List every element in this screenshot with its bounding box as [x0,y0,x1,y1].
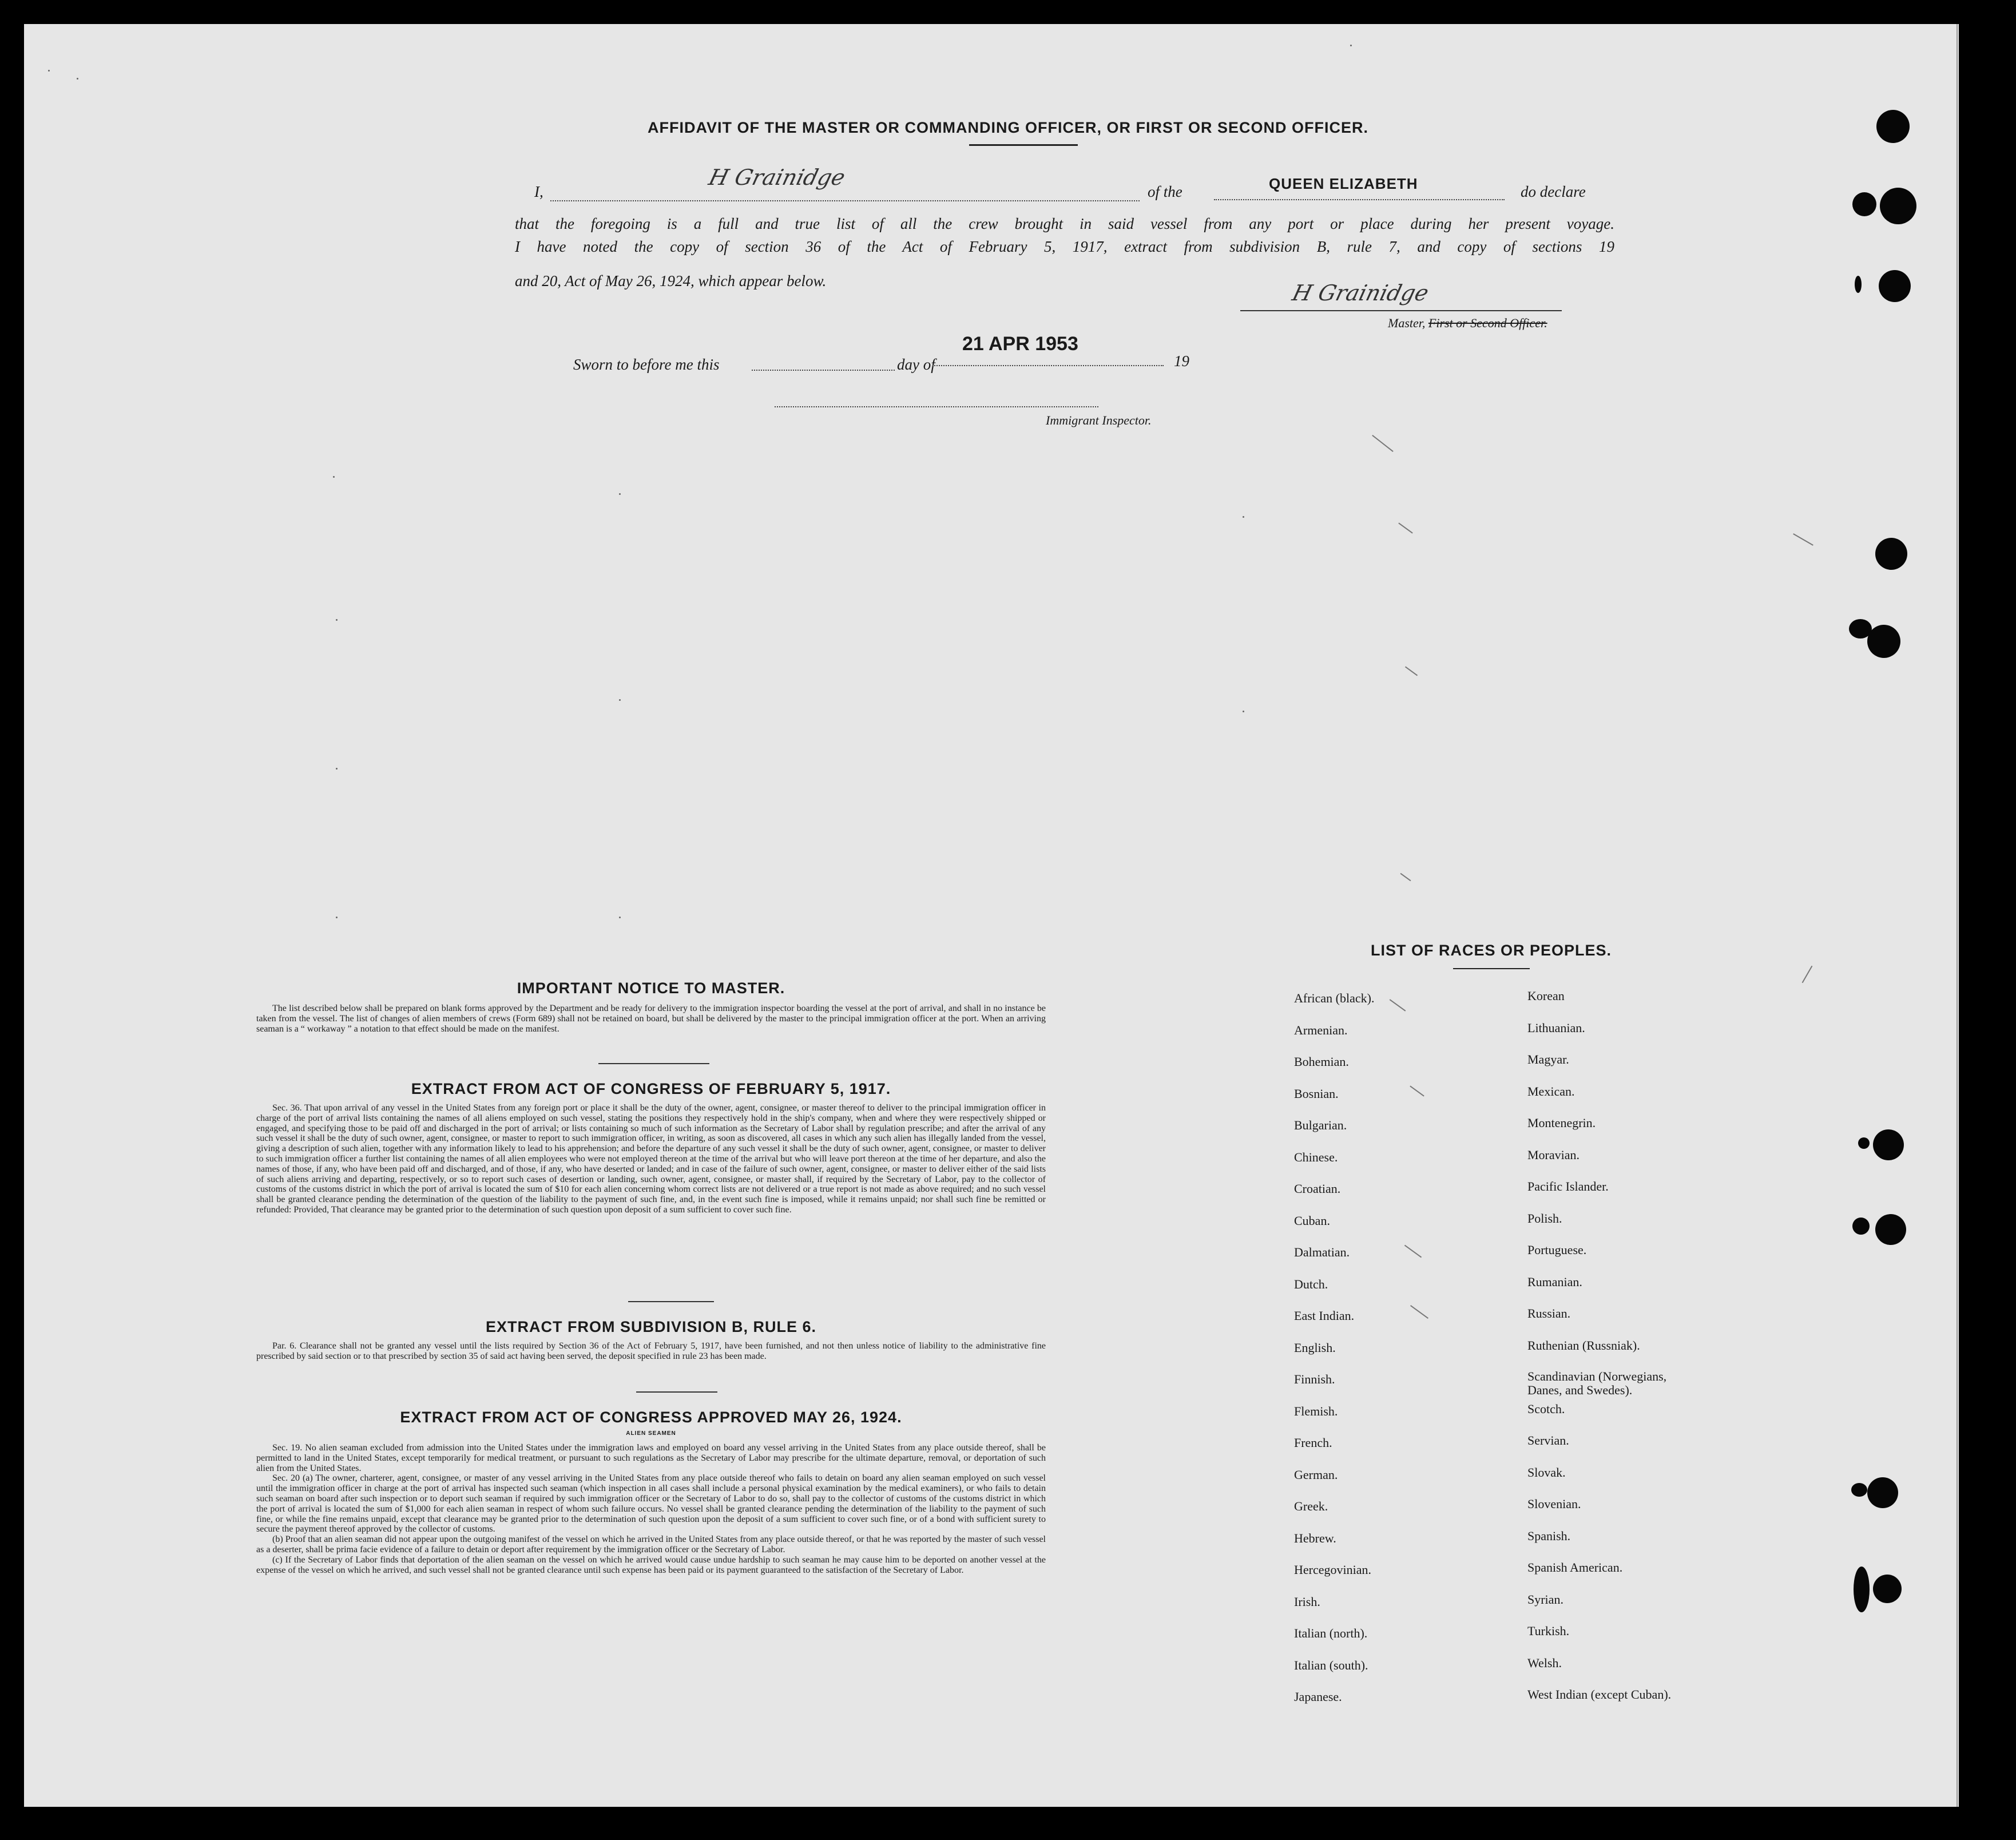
scan-dot [619,917,621,918]
race-item: Russian. [1527,1306,1571,1320]
race-item: Finnish. [1294,1372,1335,1386]
race-item: Turkish. [1527,1624,1570,1638]
race-item: Moravian. [1527,1147,1580,1162]
race-item: Lithuanian. [1527,1020,1585,1035]
section-rule [636,1391,717,1393]
punch-hole [1852,192,1876,216]
extract-1924-heading: EXTRACT FROM ACT OF CONGRESS APPROVED MAY 26, 1924. [400,1409,902,1426]
master-signature: H Grainidge [1289,280,1431,306]
races-right-column [1527,989,1699,1719]
vessel-line [1214,199,1505,200]
race-item: Croatian. [1294,1181,1341,1196]
races-heading: LIST OF RACES OR PEOPLES. [1371,942,1612,959]
race-item: Italian (north). [1294,1626,1368,1640]
punch-hole [1875,1214,1906,1245]
race-item: Portuguese. [1527,1243,1587,1257]
master-title [1388,316,1547,331]
race-item: Magyar. [1527,1052,1569,1066]
scan-dot [619,493,621,495]
affidavit-line-3: I have noted the copy of section 36 of the Act of February 5, 1917, extract from subdivision B, rule 7, and copy of sections 19 [515,238,1614,255]
sworn-day-line [752,370,895,371]
races-left-column [1294,991,1374,1722]
race-item: Flemish. [1294,1403,1338,1418]
race-item: Chinese. [1294,1149,1338,1164]
scan-dot [1243,516,1244,518]
race-item: Hebrew. [1294,1530,1336,1545]
race-item: Mexican. [1527,1084,1575,1099]
notice-text [256,1004,1046,1034]
sworn-month-line [932,365,1164,366]
scan-mark [1400,873,1411,882]
master-label: Master, [1388,316,1426,330]
race-item: Slovak. [1527,1465,1566,1480]
heading-rule [1453,968,1530,969]
punch-hole [1867,1477,1898,1508]
race-item: German. [1294,1467,1338,1482]
race-item: Ruthenian (Russniak). [1527,1338,1640,1353]
race-item: French. [1294,1435,1332,1450]
section-36-paragraph: Sec. 36. That upon arrival of any vessel in the United States from any foreign port or place it shall be the duty of the owner, agent, consignee, or master thereof to deliver to the principal immigration officer in charge of the port of arrival lists containing the names of all aliens employed on such vessel, stating the positions they respectively hold in the ship's company, when and where they were respectively shipped or engaged, and specifying those to be paid off and discharged in the port of arrival; or lists containing so much of such information as the Secretary of Labor shall by regulation prescribe; and after the arrival of any such vessel it shall be the duty of such owner, agent, consignee, or master to report to such immigration officer, in writing, as soon as discovered, all cases in which any such alien has illegally landed from the vessel, giving a description of such alien, together with any information likely to lead to his apprehension; and before the departure of any such vessel it shall be the duty of such owner, agent, consignee, or master to deliver to such immigration officer a further list containing the names of all alien employees who were not employed thereon at the time of the arrival but who will leave port thereon at the time of her departure, and also the names of those, if any, who have been paid off and discharged, and of those, if any, who have deserted or landed; and in case of the failure of such owner, agent, consignee, or master to deliver either of the said lists of such aliens arriving and departing, respectively, or so to report such cases of desertion or landing, such owner, agent, consignee, or master shall, if required by the Secretary of Labor, pay to the collector of customs of the customs district in which the port of arrival is located the sum of $10 for each alien concerning whom correct lists are not delivered or a true report is not made as above required; and no such vessel shall be granted clearance pending the determination of the question of the liability to the payment of such fine, and, in the event such fine is imposed, while it remains unpaid; nor shall such fine be remitted or refunded: Provided, That clearance may be granted prior to the determination of such question upon deposit of a sum sufficient to cover such fine. [256,1103,1046,1215]
race-item: Greek. [1294,1499,1328,1513]
scan-mark [1372,435,1393,452]
struck-officer-label: First or Second Officer. [1428,316,1547,330]
scan-dot [336,619,338,621]
punch-hole [1873,1575,1902,1603]
race-item: Servian. [1527,1433,1569,1448]
scan-mark [1410,1305,1428,1319]
section-20c-paragraph: (c) If the Secretary of Labor finds that deportation of the alien seaman on the vessel on which he arrived would cause undue hardship to such seaman he may cause him to be deported on another vessel at the expense of the vessel on which he arrived, and such vessel shall not be granted clearance until such expense has been paid or its payment guaranteed to the satisfaction of the Secretary of Labor. [256,1555,1046,1575]
race-item: Welsh. [1527,1655,1562,1670]
declarant-prefix: I, [534,183,543,200]
punch-hole [1867,625,1900,658]
punch-hole [1873,1129,1904,1160]
punch-hole [1875,538,1907,570]
scan-mark [1404,1245,1422,1258]
punch-hole [1854,1567,1870,1612]
race-item: Italian (south). [1294,1657,1368,1672]
scan-dot [48,70,50,72]
race-item: Bosnian. [1294,1086,1339,1101]
scan-dot [1243,711,1244,712]
punch-hole [1858,1137,1870,1149]
notice-heading: IMPORTANT NOTICE TO MASTER. [517,980,785,997]
affidavit-line-4: and 20, Act of May 26, 1924, which appear below. [515,272,827,290]
race-item: Polish. [1527,1211,1562,1226]
scan-mark [1390,999,1406,1012]
day-of-label: day of [897,356,935,373]
punch-hole [1880,188,1916,224]
inspector-label: Immigrant Inspector. [1046,413,1152,427]
race-item: Dutch. [1294,1276,1328,1291]
race-item: Pacific Islander. [1527,1179,1609,1193]
year-prefix: 19 [1174,352,1189,370]
punch-hole [1851,1483,1867,1497]
section-rule [628,1301,714,1302]
affidavit-line-2: that the foregoing is a full and true list of all the crew brought in said vessel from any port or place during her present voyage. [515,215,1614,232]
punch-hole [1855,276,1862,293]
scan-dot [336,768,338,770]
race-item: Armenian. [1294,1022,1348,1037]
notice-paragraph: The list described below shall be prepared on blank forms approved by the Department and be ready for delivery to the immigration inspector boarding the vessel at the port of arrival, and shall in no instance be taken from the vessel. The list of changes of alien members of crews (Form 689) shall not be retained on board, but shall be delivered by the master to the principal immigration officer at the port. When an arriving seaman is a “ workaway ” a notation to that effect should be made on the manifest. [256,1004,1046,1034]
inspector-line [775,406,1098,407]
heading-rule [969,144,1078,146]
punch-hole [1879,270,1911,302]
extract-1917-heading: EXTRACT FROM ACT OF CONGRESS OF FEBRUARY 5, 1917. [411,1080,891,1097]
race-item: African (black). [1294,991,1375,1005]
race-item: Rumanian. [1527,1274,1582,1289]
affidavit-heading: AFFIDAVIT OF THE MASTER OR COMMANDING OFFICER, OR FIRST OR SECOND OFFICER. [648,119,1368,136]
alien-seamen-subheading: ALIEN SEAMEN [626,1430,676,1437]
race-item: Bohemian. [1294,1054,1349,1069]
race-item: Montenegrin. [1527,1116,1596,1130]
scan-mark [1793,533,1813,546]
scan-mark [1405,667,1418,676]
scan-dot [336,917,338,918]
stamp-date: 21 APR 1953 [962,333,1078,355]
scan-mark [1398,522,1412,533]
do-declare-label: do declare [1521,183,1586,200]
scan-mark [1802,966,1813,983]
section-20b-paragraph: (b) Proof that an alien seaman did not appear upon the outgoing manifest of the vessel on which he arrived in the United States from any place outside thereof, or that he was reported by the master of such vessel as a deserter, shall be prima facie evidence of a failure to detain or deport after requirement by the immigration officer or the Secretary of Labor. [256,1534,1046,1555]
page-edge [1957,24,1958,1807]
race-item: Bulgarian. [1294,1118,1347,1132]
master-signature-line [1240,310,1562,311]
section-20a-paragraph: Sec. 20 (a) The owner, charterer, agent, consignee, or master of any vessel arriving in the United States from any place outside thereof who fails to detain on board any alien seaman employed on such vessel until the immigration officer in charge at the port of arrival has inspected such seaman (which inspection in all cases shall include a personal physical examination by the medical examiners), or who fails to detain such seaman on board after such inspection or to deport such seaman if required by such immigration officer or the Secretary of Labor to do so, shall pay to the collector of customs of the customs district in which the port of arrival is located the sum of $1,000 for each alien seaman in respect of whom such failure occurs. No vessel shall be granted clearance pending the determination of the liability to the payment of such fine, or while the fine remains unpaid, except that clearance may be granted prior to the determination of such question upon the deposit of a sum sufficient to cover such fine, or of a bond with sufficient surety to secure the payment thereof approved by the collector of customs. [256,1473,1046,1534]
signature-line [550,200,1140,201]
race-item: Slovenian. [1527,1497,1581,1511]
race-item: Korean [1527,989,1565,1003]
vessel-name: QUEEN ELIZABETH [1269,175,1418,192]
extract-1917-text [256,1103,1046,1215]
race-item: East Indian. [1294,1308,1355,1323]
race-item: West Indian (except Cuban). [1527,1687,1672,1702]
section-19-paragraph: Sec. 19. No alien seaman excluded from admission into the United States under the immigration laws and employed on board any vessel arriving in the United States from any place outside thereof, shall be permitted to land in the United States, except temporarily for medical treatment, or pursuant to such regulations as the Secretary of Labor may prescribe for the ultimate departure, removal, or deportation of such alien from the United States. [256,1443,1046,1473]
scan-dot [333,476,335,478]
scan-dot [1350,45,1352,46]
punch-hole [1876,110,1910,143]
race-item: Scandinavian (Norwegians, Danes, and Swedes). [1527,1369,1667,1397]
punch-hole [1849,619,1872,639]
section-rule [598,1063,709,1064]
race-item: English. [1294,1340,1336,1355]
punch-hole [1852,1218,1870,1235]
race-item: Spanish American. [1527,1560,1623,1575]
scan-dot [77,78,78,80]
race-item: Hercegovinian. [1294,1563,1371,1577]
sworn-prefix: Sworn to before me this [573,356,720,373]
of-the-label: of the [1148,183,1182,200]
race-item: Irish. [1294,1594,1320,1609]
race-item: Japanese. [1294,1690,1342,1704]
rule-6-text [256,1341,1046,1362]
document-page [24,24,1959,1807]
race-item: Cuban. [1294,1213,1330,1228]
race-item: Syrian. [1527,1592,1563,1607]
race-item: Dalmatian. [1294,1245,1350,1259]
par-6-paragraph: Par. 6. Clearance shall not be granted any vessel until the lists required by Section 36 of the Act of February 5, 1917, have been furnished, and not then unless notice of liability to the administrative fine prescribed by said section or to that prescribed by section 35 of said act having been served, the deposit specified in rule 23 has been made. [256,1341,1046,1361]
scan-mark [1410,1085,1424,1096]
declarant-signature: H Grainidge [706,165,848,190]
extract-1924-text [256,1443,1046,1575]
race-item: Scotch. [1527,1401,1565,1416]
rule-6-heading: EXTRACT FROM SUBDIVISION B, RULE 6. [485,1318,817,1335]
race-item: Spanish. [1527,1528,1571,1543]
scan-dot [619,699,621,701]
